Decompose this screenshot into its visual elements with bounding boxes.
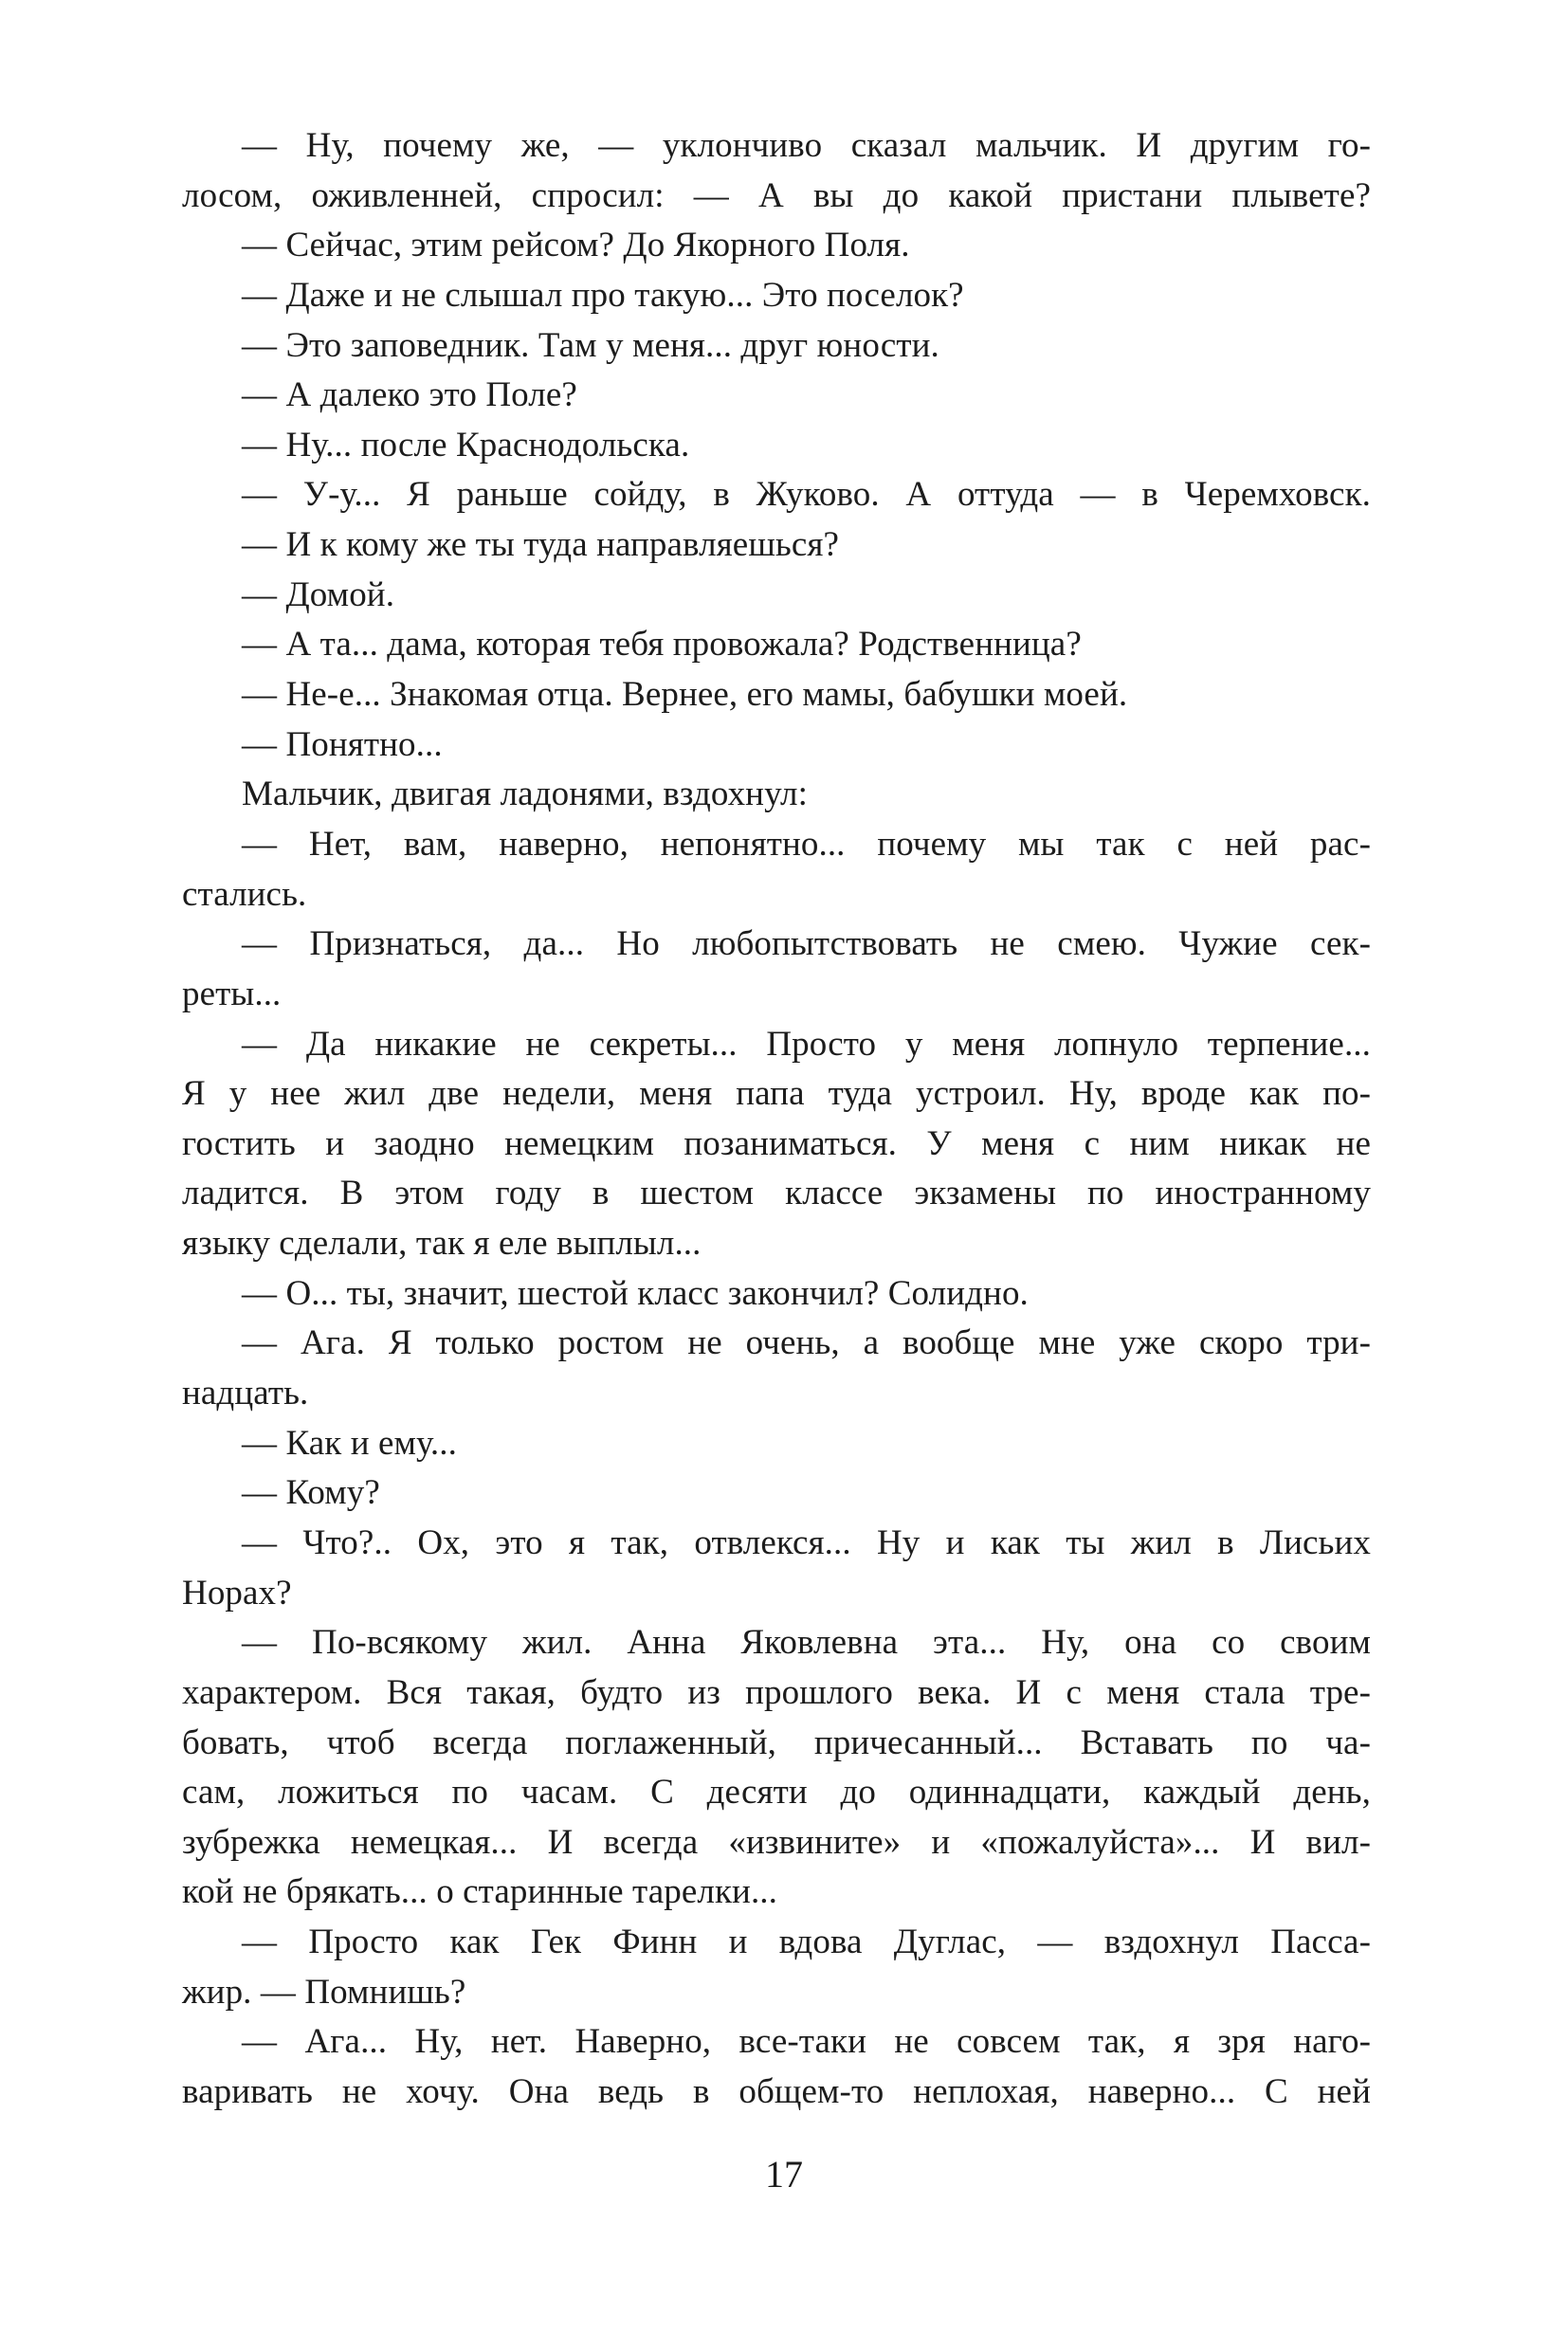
text-line: реты... <box>182 974 282 1013</box>
text-line: — Да никакие не секреты... Просто у меня лопнуло терпение... <box>242 1024 1371 1064</box>
text-line: зубрежка немецкая... И всегда «извините» и «пожалуйста»... И вил- <box>182 1822 1371 1862</box>
text-line: — По-всякому жил. Анна Яковлевна эта... Ну, она со своим <box>242 1623 1371 1663</box>
text-line: — У-у... Я раньше сойду, в Жуково. А оттуда — в Черемховск. <box>242 475 1371 515</box>
text-line: — Признаться, да... Но любопытствовать не смею. Чужие сек- <box>242 924 1371 964</box>
text-line: — И к кому же ты туда направляешься? <box>242 525 840 565</box>
text-line: — Просто как Гек Финн и вдова Дуглас, — вздохнул Пасса- <box>242 1923 1371 1962</box>
text-line: варивать не хочу. Она ведь в общем-то неплохая, наверно... С ней <box>182 2071 1371 2111</box>
text-line: — О... ты, значит, шестой класс закончил? Солидно. <box>242 1273 1029 1313</box>
text-line: — А та... дама, которая тебя провожала? Родственница? <box>242 625 1082 665</box>
text-line: стались. <box>182 874 307 914</box>
text-line: — Ага. Я только ростом не очень, а вообще мне уже скоро три- <box>242 1323 1371 1363</box>
text-line: лосом, оживленней, спросил: — А вы до какой пристани плывете? <box>182 175 1371 215</box>
text-line: гостить и заодно немецким позаниматься. У меня с ним никак не <box>182 1123 1371 1163</box>
text-line: характером. Вся такая, будто из прошлого века. И с меня стала тре- <box>182 1672 1371 1712</box>
text-line: жир. — Помнишь? <box>182 1972 466 2012</box>
text-line: Я у нее жил две недели, меня папа туда устроил. Ну, вроде как по- <box>182 1074 1371 1114</box>
text-line: Мальчик, двигая ладонями, вздохнул: <box>242 775 808 814</box>
text-line: языку сделали, так я еле выплыл... <box>182 1224 702 1264</box>
text-line: сам, ложиться по часам. С десяти до одиннадцати, каждый день, <box>182 1773 1371 1813</box>
text-line: — Это заповедник. Там у меня... друг юности. <box>242 325 939 365</box>
text-line: надцать. <box>182 1374 309 1413</box>
text-line: — Домой. <box>242 574 395 614</box>
text-line: — Ну, почему же, — уклончиво сказал мальчик. И другим го- <box>242 126 1371 165</box>
text-line: ладится. В этом году в шестом классе экзамены по иностранному <box>182 1174 1371 1213</box>
text-line: Норах? <box>182 1573 292 1613</box>
text-line: — Ну... после Краснодольска. <box>242 425 690 465</box>
text-line: — Что?.. Ох, это я так, отвлекся... Ну и как ты жил в Лисьих <box>242 1522 1371 1562</box>
text-line: — Сейчас, этим рейсом? До Якорного Поля. <box>242 226 910 265</box>
text-line: — Нет, вам, наверно, непонятно... почему мы так с ней рас- <box>242 824 1371 864</box>
body-text <box>182 121 1371 2118</box>
text-line: — Не-е... Знакомая отца. Вернее, его мамы, бабушки моей. <box>242 675 1128 715</box>
page-number: 17 <box>765 2153 803 2196</box>
text-line: — Даже и не слышал про такую... Это поселок? <box>242 275 964 315</box>
text-line: — Ага... Ну, нет. Наверно, все-таки не совсем так, я зря наго- <box>242 2022 1371 2062</box>
text-line: — А далеко это Поле? <box>242 375 577 415</box>
text-line: — Кому? <box>242 1473 380 1513</box>
text-line: бовать, чтоб всегда поглаженный, причесанный... Вставать по ча- <box>182 1722 1371 1762</box>
text-line: — Понятно... <box>242 724 443 764</box>
text-line: кой не брякать... о старинные тарелки... <box>182 1872 777 1912</box>
text-line: — Как и ему... <box>242 1423 457 1463</box>
